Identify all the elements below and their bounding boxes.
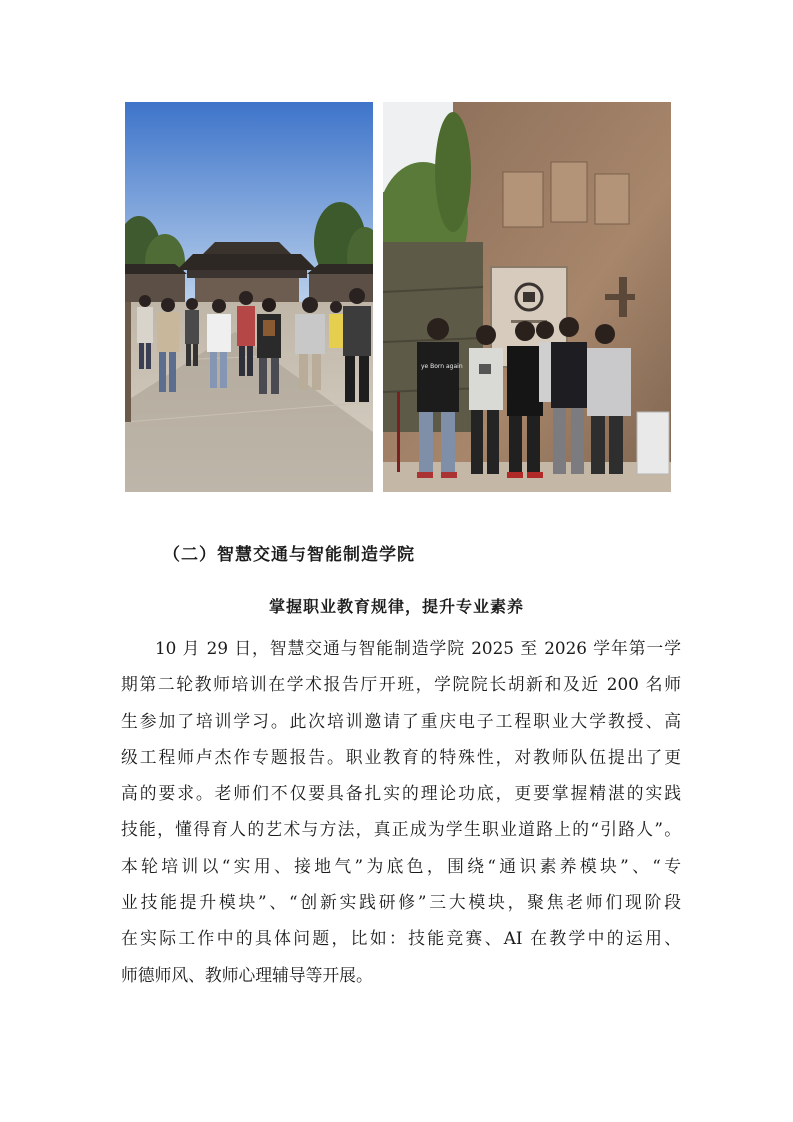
paragraph-line: 师德师风、教师心理辅导等开展。 [121, 964, 373, 985]
article-body [121, 630, 681, 993]
paragraph-line: 业技能提升模块”、“创新实践研修”三大模块，聚焦老师们现阶段 [121, 892, 681, 913]
paragraph-line: 在实际工作中的具体问题，比如：技能竞赛、AI 在教学中的运用、 [121, 928, 681, 949]
photo-people-walking-to-gate [125, 102, 373, 492]
paragraph-line: 高的要求。老师们不仅要具备扎实的理论功底，更要掌握精湛的实践 [121, 783, 681, 804]
paragraph-line: 10 月 29 日，智慧交通与智能制造学院 2025 至 2026 学年第一学 [155, 638, 681, 658]
paragraph-line: 级工程师卢杰作专题报告。职业教育的特殊性，对教师队伍提出了更 [121, 746, 681, 767]
shirt-print-text: ye Born again [421, 363, 463, 370]
photo-right-image [383, 102, 671, 492]
section-heading: （二）智慧交通与智能制造学院 [163, 545, 415, 565]
photo-students-at-cliff [383, 102, 671, 492]
paragraph-line: 技能，懂得育人的艺术与方法，真正成为学生职业道路上的“引路人”。 [121, 819, 681, 840]
paragraph-line: 本轮培训以“实用、接地气”为底色，围绕“通识素养模块”、“专 [121, 855, 681, 876]
photo-left-image [125, 102, 373, 492]
article-title: 掌握职业教育规律，提升专业素养 [268, 597, 524, 616]
paragraph-line: 生参加了培训学习。此次培训邀请了重庆电子工程职业大学教授、高 [121, 710, 681, 731]
paragraph-line: 期第二轮教师培训在学术报告厅开班，学院院长胡新和及近 200 名师 [121, 674, 681, 695]
